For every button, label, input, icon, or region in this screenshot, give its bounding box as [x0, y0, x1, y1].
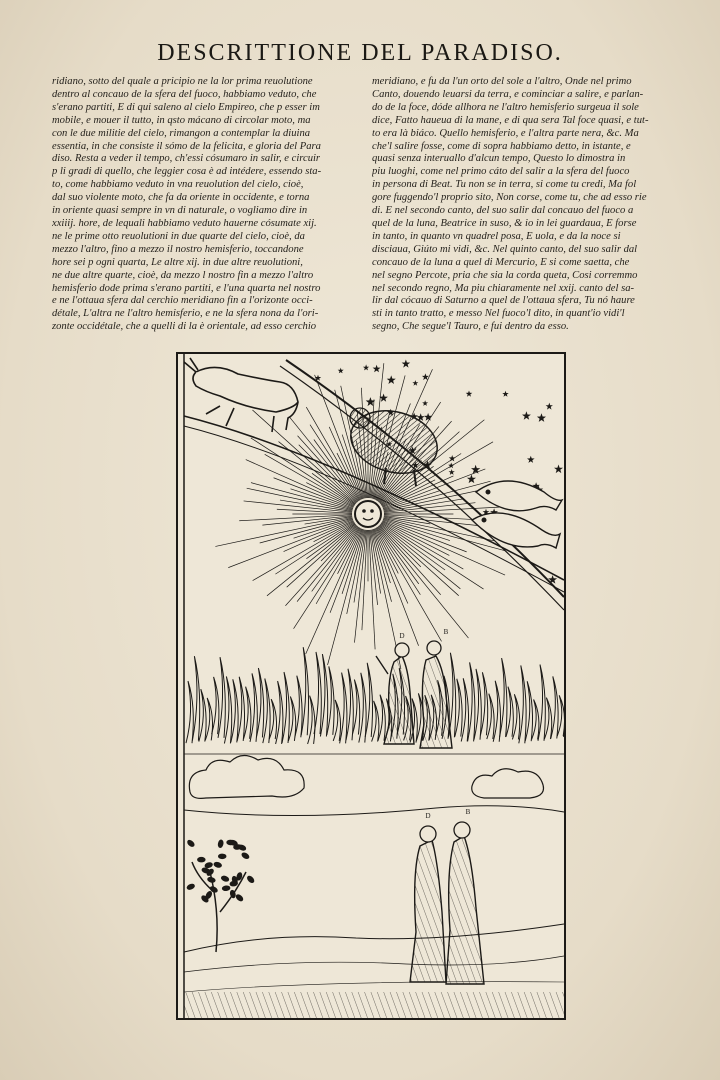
text-line: e ne l'ottaua sfera dal cerchio meridiano fin a l'orizonte occi-: [52, 295, 313, 307]
text-line: quel de la luna, Beatrice in suso, & io in lei guardaua, E forse: [372, 217, 637, 229]
text-line: to era là biáco. Quello hemisferio, e l'altra parte nera, &c. Ma: [372, 127, 639, 139]
text-line: disciaua, Giúto mi vidi, &c. Nel quinto canto, del suo salir dal: [372, 243, 638, 255]
sun: [355, 501, 381, 527]
text-line: dice, Fatto haueua di la mane, e di qua sera Tal foce quasi, e tut-: [372, 114, 649, 126]
text-line: sti in tanto tratto, e messo Nel fuoco'l dito, in quant'io vidi'l: [372, 308, 625, 320]
running-head: DESCRITTIONE DEL PARADISO.: [157, 40, 563, 66]
text-line: in oriente quasi sempre in vn di naturale, o vogliamo dire in: [52, 205, 308, 217]
text-line: con le due militie del cielo, rimangon a contemplar la diuina: [52, 127, 311, 139]
text-line: gore fuggendo'l proprio sito, Non corse, come tu, che ad esso rie: [372, 192, 647, 204]
text-line: in tanto, in quanto vn quadrel posa, E uola, e da la noce si: [372, 230, 621, 242]
text-line: détale, L'altra ne l'altro hemisferio, e ne la sfera nona da l'ori-: [52, 308, 319, 320]
text-line: hore sei p ogni quarta, Le altre xij. in due altre reuolutioni,: [52, 256, 303, 268]
text-line: dal suo violente moto, che fa da oriente in occidente, e torna: [52, 192, 310, 204]
text-line: lir dal cócauo di Saturno a quel de l'ottaua sfera, Tu nó haure: [372, 295, 635, 307]
figure-label-b: B: [443, 628, 449, 636]
text-line: to, come habbiamo veduto in vna reuolution del cielo, cioè,: [52, 179, 304, 191]
text-line: ne le prime otto reuolutioni in due quarte del cielo, cioè, da: [52, 230, 305, 242]
woodcut-illustration: [176, 352, 566, 1020]
text-line: do de la foce, dóde allhora ne l'altro hemisferio surgeua il sole: [372, 101, 639, 113]
text-line: diso. Resta a veder il tempo, ch'essi cósumaro in salir, e circuir: [52, 153, 321, 165]
text-line: ne due altre quarte, cioè, da mezzo l nostro fin a mezzo l'altro: [52, 269, 314, 281]
text-line: mobile, e mouer il tutto, in qsto mácano di circolar moto, ma: [52, 114, 311, 126]
text-line: p li gradi di quello, che leggier cosa è ad intédere, essendo sta-: [52, 166, 322, 178]
text-line: essentia, in che consiste il sómo de la felicita, e gloria del Para: [52, 140, 321, 152]
text-line: xxiiij. hore, de lequali habbiamo veduto hauerne cósumate xij.: [52, 217, 317, 229]
figure-label-d-lower: D: [425, 812, 431, 820]
text-line: che'l salire fosse, come di sopra habbiamo detto, in istante, e: [372, 140, 631, 152]
text-line: nel segno Percote, pria che sia la corda queta, Cosi corremmo: [372, 269, 638, 281]
text-line: in persona di Beat. Tu non se in terra, si come tu credi, Ma fol: [372, 179, 637, 191]
text-line: segno, Che segue'l Tauro, e fui dentro da esso.: [372, 321, 569, 333]
text-line: hemisferio dode prima s'erano partiti, e l'una quarta nel nostro: [52, 282, 321, 294]
figure-label-d: D: [399, 632, 405, 640]
text-line: mezzo l'altro, fino a mezzo il nostro hemisferio, toccandone: [52, 243, 304, 255]
text-line: dentro al concauo de la sfera del fuoco, habbiamo veduto, che: [52, 88, 317, 100]
text-line: piu luoghi, come nel primo cáto del salir a la sfera del fuoco: [372, 166, 630, 178]
text-line: Canto, douendo leuarsi da terra, e cominciar a salire, e parlan-: [372, 88, 644, 100]
text-line: ridiano, sotto del quale a pricipio ne la lor prima reuolutione: [52, 76, 313, 87]
text-line: zonte occidétale, che a quelli di la è orientale, ad esso cerchio: [52, 321, 317, 333]
ground: [184, 992, 564, 1018]
figure-label-b-lower: B: [465, 808, 471, 816]
text-line: quasi senza interuallo d'alcun tempo, Questo lo dimostra in: [372, 153, 626, 165]
text-line: di. E nel secondo canto, del suo salir dal concauo del fuoco a: [372, 205, 634, 217]
right-text-column: [372, 76, 678, 334]
text-line: meridiano, e fu da l'un orto del sole a l'altro, Onde nel primo: [372, 76, 632, 87]
left-text-column: [52, 76, 358, 334]
text-line: concauo de la luna a quel di Mercurio, E si come saetta, che: [372, 256, 630, 268]
text-line: s'erano partiti, E di qui saleno al cielo Empireo, che p esser im: [52, 101, 320, 113]
text-line: nel secondo regno, Ma piu chiaramente nel xxij. canto del sa-: [372, 282, 635, 294]
